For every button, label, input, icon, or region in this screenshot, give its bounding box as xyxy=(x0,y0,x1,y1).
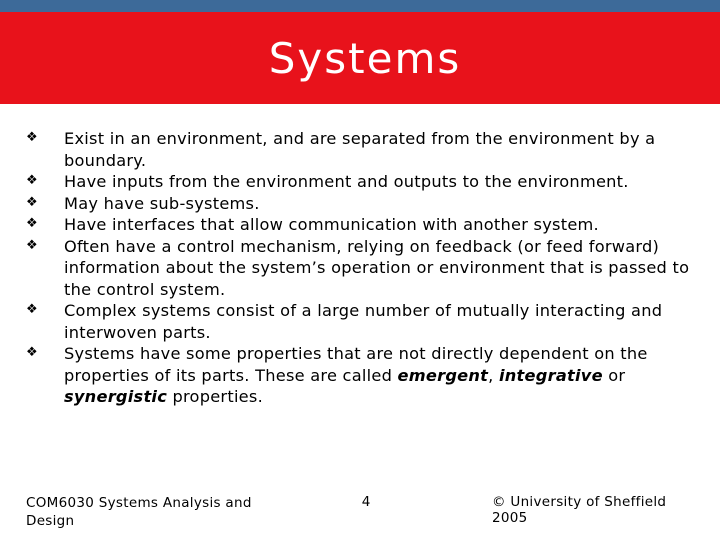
diamond-bullet-icon: ❖ xyxy=(26,345,38,360)
bullet-list xyxy=(26,128,706,408)
diamond-bullet-icon: ❖ xyxy=(26,237,38,253)
term-separator: , xyxy=(488,365,499,385)
bullet-item xyxy=(26,214,706,236)
bullet-text: May have sub-systems. xyxy=(64,193,260,213)
bullet-text: Exist in an environment, and are separated from the environment by a boundary. xyxy=(64,129,656,170)
bullet-text-pre: Systems have some properties that are not directly dependent on the properties of its parts. These are called xyxy=(64,344,648,385)
footer-copyright: © University of Sheffield 2005 xyxy=(492,494,667,526)
diamond-bullet-icon: ❖ xyxy=(26,173,38,188)
bullet-item xyxy=(26,193,706,215)
bullet-text-emergent xyxy=(64,343,706,408)
bullet-item xyxy=(26,343,706,408)
term-integrative: integrative xyxy=(498,365,603,385)
bullet-item xyxy=(26,128,706,171)
term-separator: or xyxy=(602,365,626,385)
bullet-item xyxy=(26,300,706,343)
title-band xyxy=(0,12,720,104)
bullet-item xyxy=(26,171,706,193)
term-emergent: emergent xyxy=(397,365,489,385)
footer xyxy=(26,494,706,534)
diamond-bullet-icon: ❖ xyxy=(26,302,38,317)
diamond-bullet-icon: ❖ xyxy=(26,130,38,145)
slide-title: Systems xyxy=(268,34,462,83)
footer-course: COM6030 Systems Analysis and Design xyxy=(26,495,252,529)
bullet-item xyxy=(26,236,706,301)
top-strip xyxy=(0,0,720,12)
bullet-text: Complex systems consist of a large number of mutually interacting and interwoven parts. xyxy=(64,301,663,342)
bullet-text-post: properties. xyxy=(167,387,263,406)
bullet-text: Have interfaces that allow communication with another system. xyxy=(64,215,599,234)
bullet-text: Often have a control mechanism, relying on feedback (or feed forward) information about the system’s operation or environment that is passed to the control system. xyxy=(64,236,690,299)
bullet-text: Have inputs from the environment and outputs to the environment. xyxy=(64,172,629,191)
footer-page-number: 4 xyxy=(361,494,371,510)
term-synergistic: synergistic xyxy=(64,387,168,406)
diamond-bullet-icon: ❖ xyxy=(26,216,38,231)
diamond-bullet-icon: ❖ xyxy=(26,194,38,210)
